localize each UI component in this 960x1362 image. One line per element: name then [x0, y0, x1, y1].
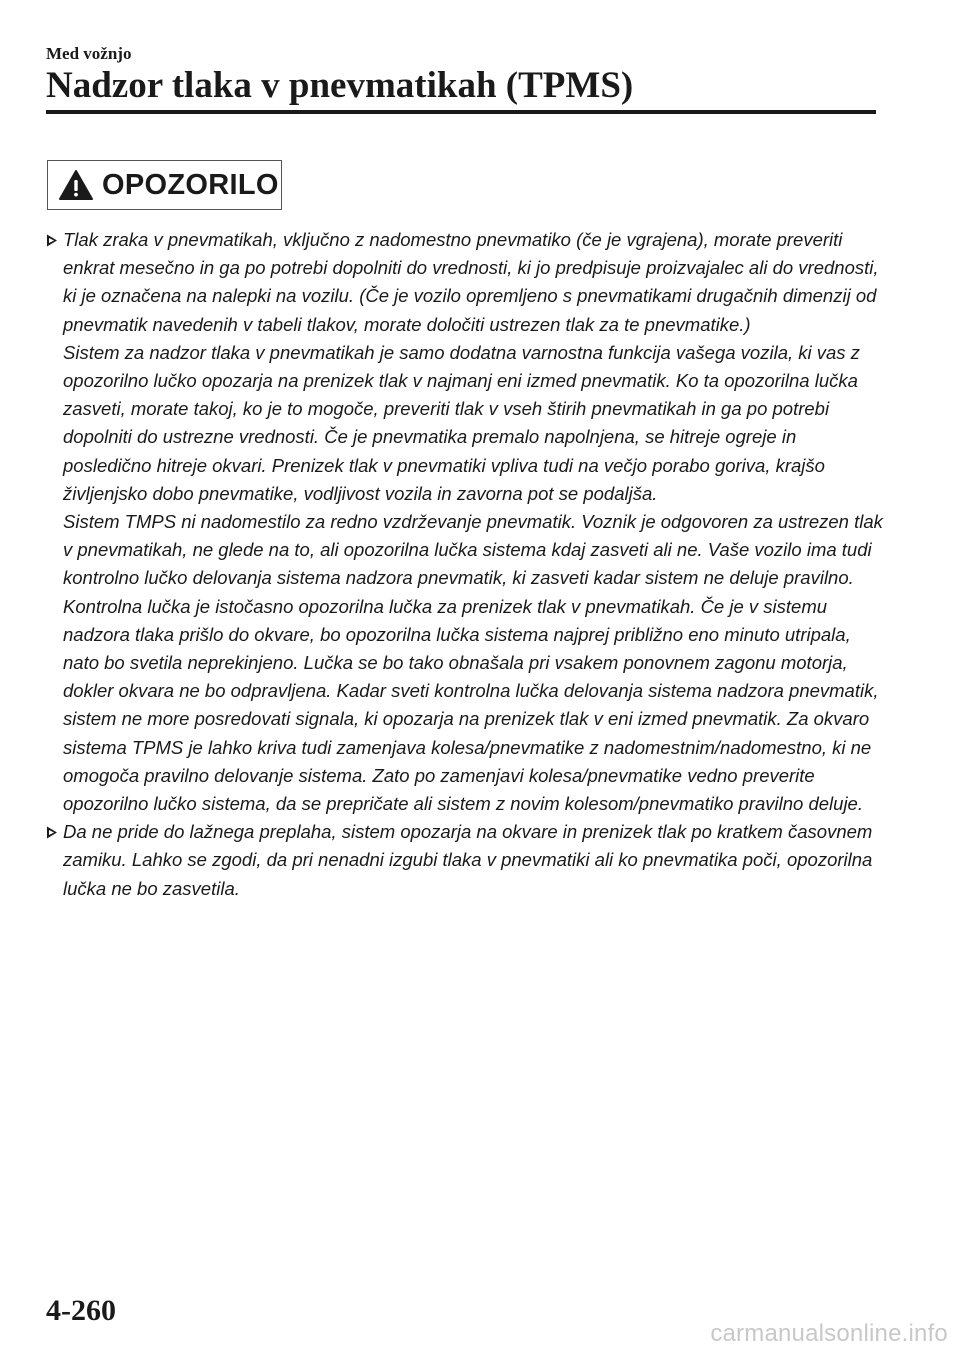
warning-item	[46, 226, 886, 818]
warning-paragraph: Sistem TMPS ni nadomestilo za redno vzdrževanje pnevmatik. Voznik je odgovoren za ustrezen tlak v pnevmatikah, ne glede na to, ali opozorilna lučka sistema kdaj zasveti ali ne. Vaše vozilo ima tudi kontrolno lučko delovanja sistema nadzora pnevmatik, ki zasveti kadar sistem ne deluje pravilno.	[63, 511, 883, 589]
warning-label: OPOZORILO	[102, 168, 279, 201]
watermark: carmanualsonline.info	[710, 1320, 948, 1347]
arrow-bullet-icon	[46, 234, 58, 247]
warning-paragraph: Sistem za nadzor tlaka v pnevmatikah je samo dodatna varnostna funkcija vašega vozila, ki vas z opozorilno lučko opozarja na prenizek tlak v najmanj eni izmed pnevmatik. Ko ta opozorilna lučka zasveti, morate takoj, ko je to mogoče, preveriti tlak v vseh štirih pnevmatikah in ga po potrebi dopolniti do ustrezne vrednosti. Če je pnevmatika premalo napolnjena, se hitreje ogreje in posledično hitreje okvari. Prenizek tlak v pnevmatiki vpliva tudi na večjo porabo goriva, krajšo življenjsko dobo pnevmatike, vodljivost vozila in zavorna pot se podaljša.	[63, 341, 860, 504]
page-title: Nadzor tlaka v pnevmatikah (TPMS)	[46, 65, 634, 106]
warning-header	[47, 160, 282, 210]
page-number: 4-260	[46, 1294, 116, 1327]
warning-triangle-icon	[58, 169, 94, 201]
warning-paragraph: Tlak zraka v pnevmatikah, vključno z nadomestno pnevmatiko (če je vgrajena), morate preveriti enkrat mesečno in ga po potrebi dopolniti do vrednosti, ki jo predpisuje proizvajalec ali do vrednosti, ki je označena na nalepki na vozilu. (Če je vozilo opremljeno s pnevmatikami drugačnih dimenzij od pnevmatik navedenih v tabeli tlakov, morate določiti ustrezen tlak za te pnevmatike.)	[63, 229, 879, 335]
warning-paragraph: Da ne pride do lažnega preplaha, sistem opozarja na okvare in prenizek tlak po kratkem časovnem zamiku. Lahko se zgodi, da pri nenadni izgubi tlaka v pnevmatiki ali ko pnevmatika poči, opozorilna lučka ne bo zasvetila.	[63, 821, 873, 899]
section-label: Med vožnjo	[46, 44, 132, 63]
warning-paragraph: Kontrolna lučka je istočasno opozorilna lučka za prenizek tlak v pnevmatikah. Če je v sistemu nadzora tlaka prišlo do okvare, bo opozorilna lučka sistema najprej približno eno minuto utripala, nato bo svetila neprekinjeno. Lučka se bo tako obnašala pri vsakem ponovnem zagonu motorja, dokler okvara ne bo odpravljena. Kadar sveti kontrolna lučka delovanja sistema nadzora pnevmatik, sistem ne more posredovati signala, ki opozarja na prenizek tlak v eni izmed pnevmatik. Za okvaro sistema TPMS je lahko kriva tudi zamenjava kolesa/pnevmatike z nadomestnim/nadomestno, ki ne omogoča pravilno delovanje sistema. Zato po zamenjavi kolesa/pnevmatike vedno preverite opozorilno lučko sistema, da se prepričate ali sistem z novim kolesom/pnevmatiko pravilno deluje.	[63, 595, 879, 815]
warning-item	[46, 818, 886, 903]
warning-list	[46, 226, 886, 903]
title-divider	[46, 110, 876, 114]
arrow-bullet-icon	[46, 826, 58, 839]
